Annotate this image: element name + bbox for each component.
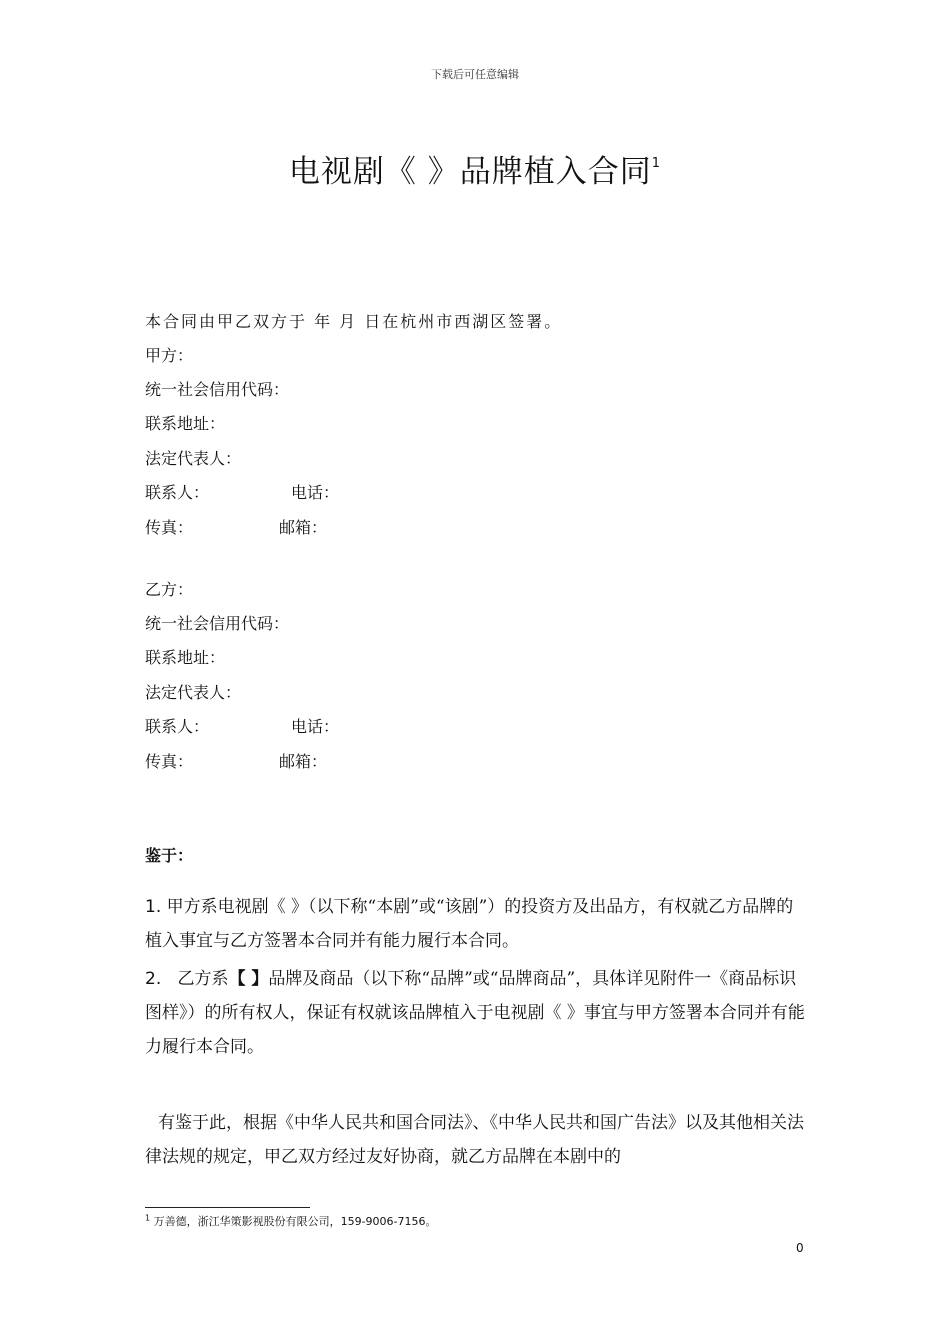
- party-b-credit-code: 统一社会信用代码：: [145, 614, 290, 633]
- clause-2-text-suffix: 品牌及商品（以下称“品牌”或“品牌商品”，具体详见附件一《商品标识图样》）的所有权人，保证有权就该品牌植入于电视剧《 》事宜与甲方签署本合同并有能力履行本合同。: [145, 969, 805, 1057]
- clause-1-text: 甲方系电视剧《 》（以下称“本剧”或“该剧”）的投资方及出品方，有权就乙方品牌的植入事宜与乙方签署本合同并有能力履行本合同。: [145, 897, 794, 951]
- party-a-address: 联系地址：: [145, 414, 226, 433]
- clause-2-number: 2.: [145, 969, 162, 989]
- party-a-credit-code: 统一社会信用代码：: [145, 380, 290, 399]
- party-b-phone: 电话：: [291, 717, 340, 736]
- clause-2-text-prefix: 乙方系: [177, 969, 229, 989]
- clause-2-brand-bracket: 【 】: [228, 969, 269, 989]
- party-b-fax-row: [145, 752, 327, 772]
- party-a-fax-row: [145, 518, 327, 538]
- party-a-label: 甲方：: [145, 346, 194, 365]
- footnote: [145, 1213, 437, 1229]
- page-number: 0: [796, 1241, 804, 1255]
- party-b-contact-row: [145, 717, 339, 737]
- document-title: [0, 146, 950, 191]
- party-a-fax: 传真：: [145, 518, 194, 537]
- clause-1: [145, 890, 810, 958]
- title-text: 电视剧《 》品牌植入合同: [288, 154, 652, 190]
- footnote-text: 万善德，浙江华策影视股份有限公司，159-9006-7156。: [153, 1215, 437, 1228]
- party-a-contact: 联系人：: [145, 483, 210, 502]
- party-b-label: 乙方：: [145, 580, 194, 599]
- closing-paragraph: 有鉴于此，根据《中华人民共和国合同法》、《中华人民共和国广告法》以及其他相关法律法规的规定，甲乙双方经过友好协商，就乙方品牌在本剧中的: [145, 1113, 804, 1167]
- title-footnote-marker[interactable]: 1: [651, 155, 662, 171]
- whereas-heading: 鉴于：: [145, 846, 194, 865]
- party-b-address: 联系地址：: [145, 648, 226, 667]
- clause-2: [145, 962, 810, 1064]
- intro-line: 本合同由甲乙双方于 年 月 日在杭州市西湖区签署。: [145, 312, 563, 331]
- footnote-marker: 1: [145, 1213, 151, 1223]
- party-b-legal-rep: 法定代表人：: [145, 683, 242, 702]
- party-a-phone: 电话：: [291, 483, 340, 502]
- footnote-separator: [145, 1207, 310, 1208]
- party-b-email: 邮箱：: [279, 752, 328, 771]
- party-b-contact: 联系人：: [145, 717, 210, 736]
- header-note: 下载后可任意编辑: [431, 68, 519, 81]
- party-a-email: 邮箱：: [279, 518, 328, 537]
- party-a-legal-rep: 法定代表人：: [145, 449, 242, 468]
- party-a-contact-row: [145, 483, 339, 503]
- party-b-fax: 传真：: [145, 752, 194, 771]
- clause-1-number: 1.: [145, 897, 162, 917]
